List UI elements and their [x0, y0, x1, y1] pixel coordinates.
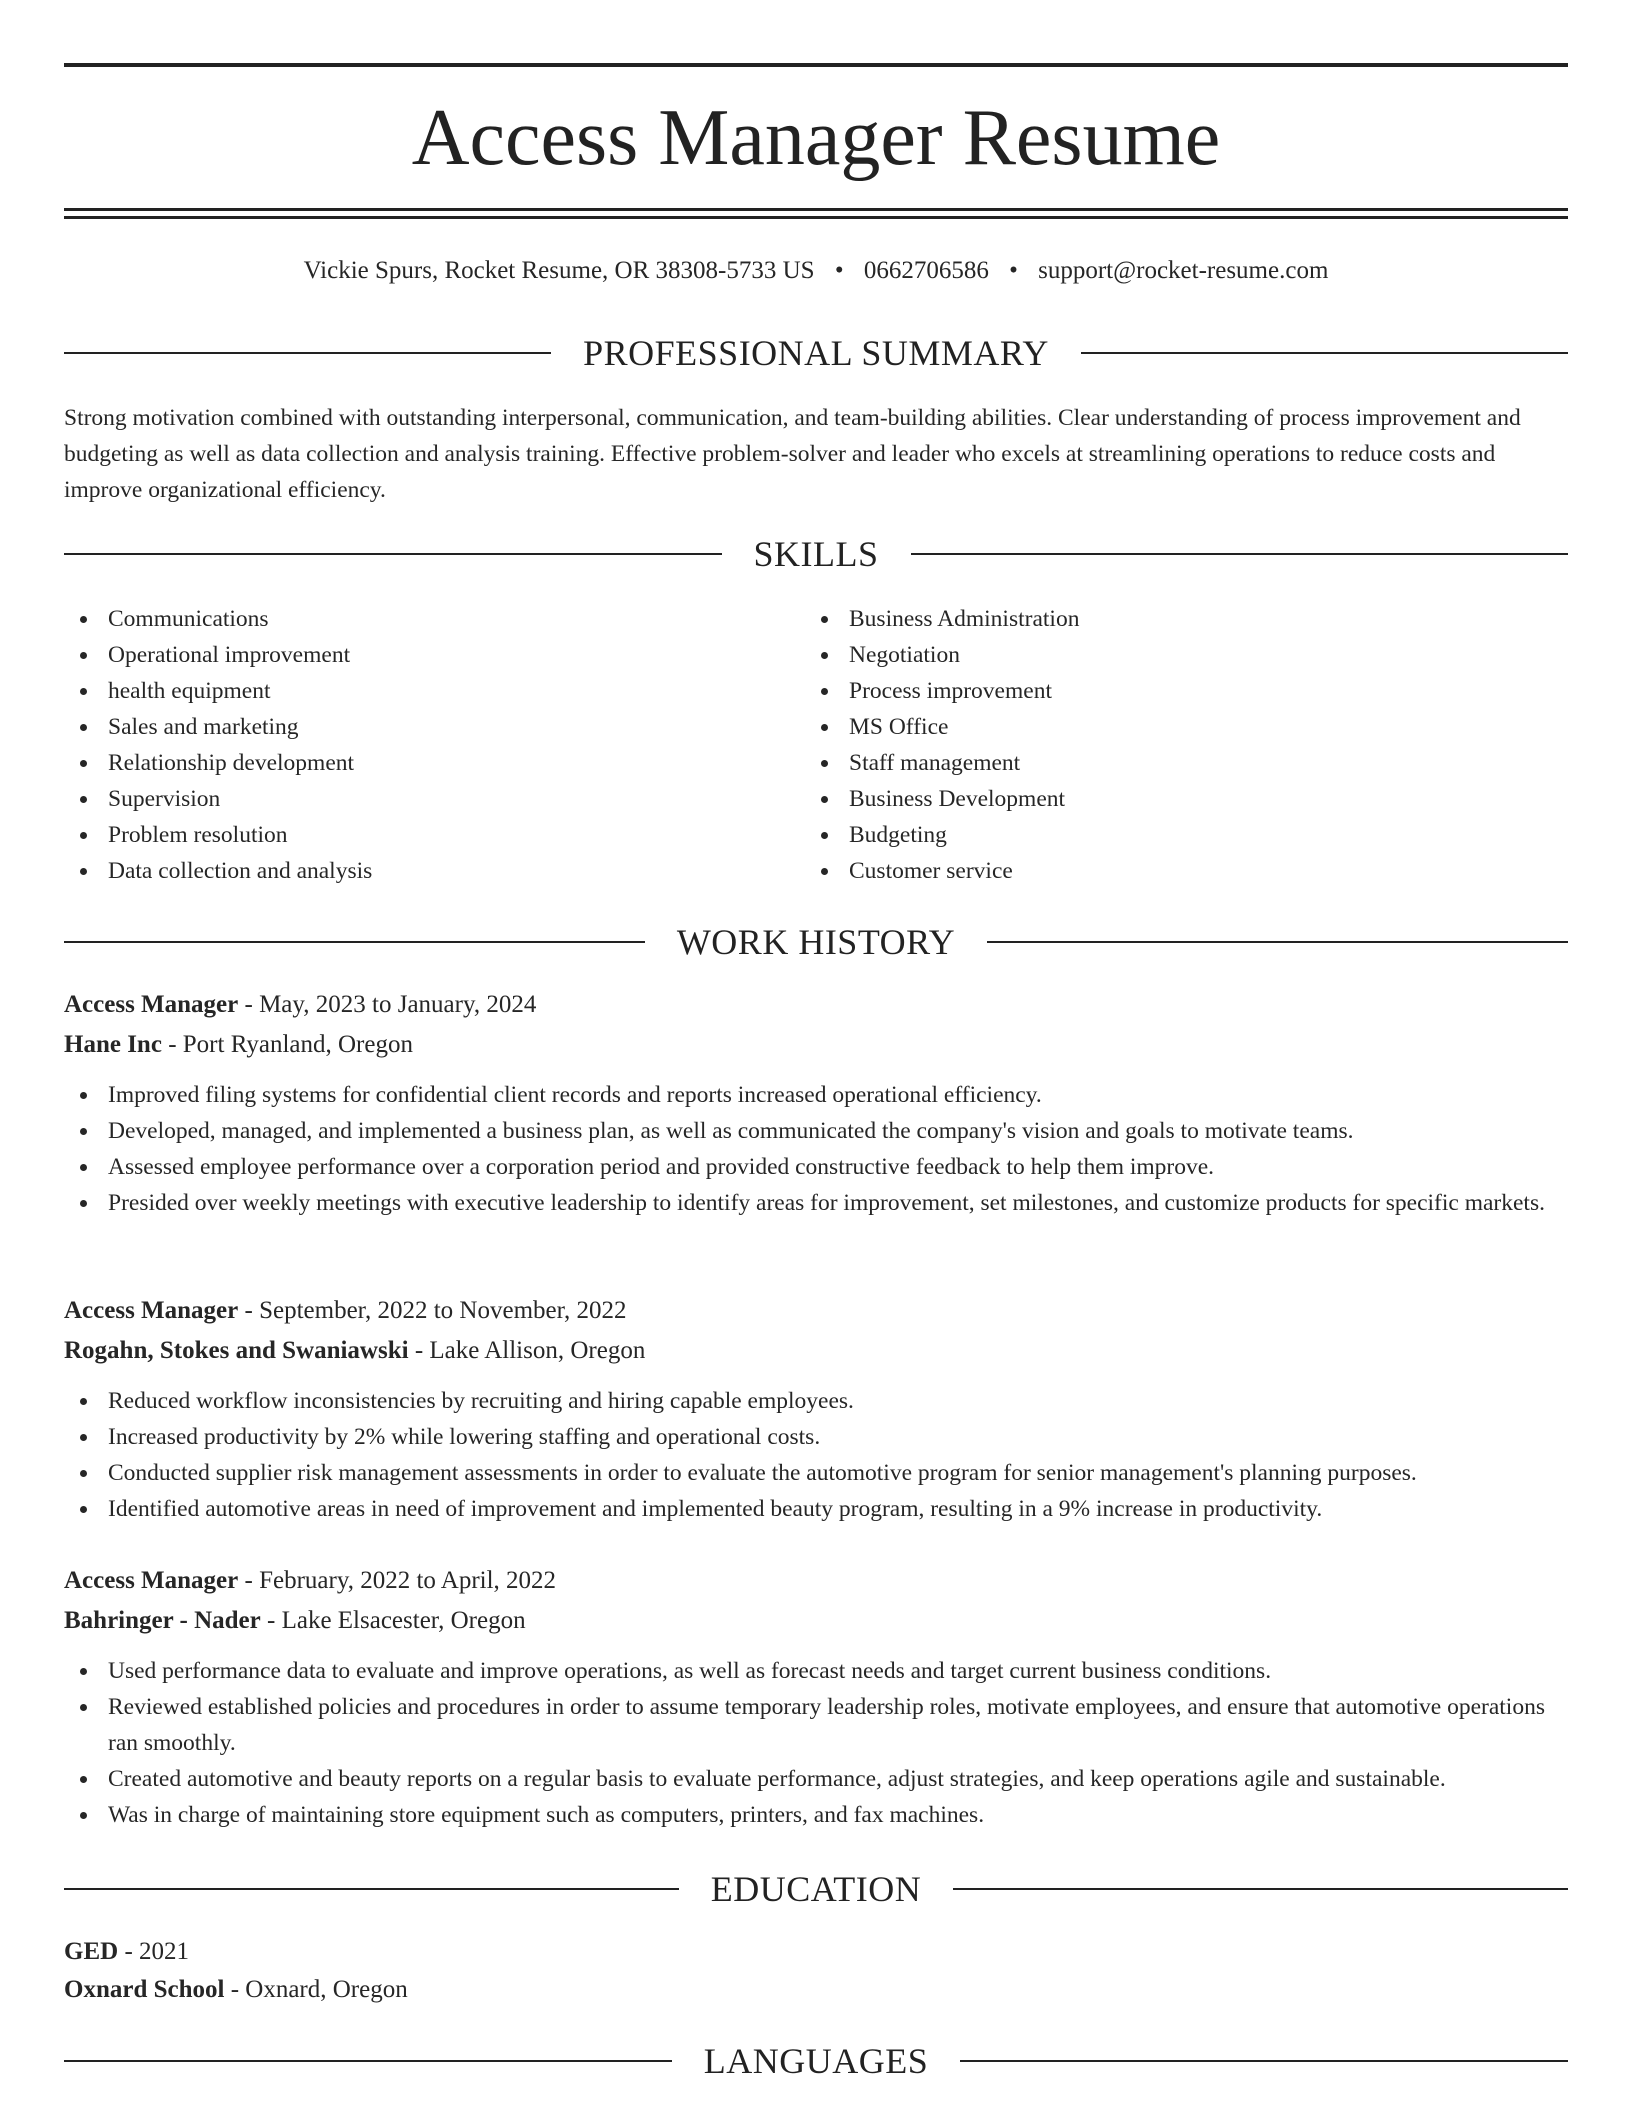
- summary-text: Strong motivation combined with outstanding interpersonal, communication, and team-building abilities. Clear understanding of process improvement and budgeting as well as data collection and analysis training. Effective problem-solver and leader who excels at streamlining operations to reduce costs and improve organizational efficiency.: [64, 405, 1521, 503]
- skill-item: Sales and marketing: [64, 709, 804, 745]
- job-bullets: [64, 1383, 1568, 1527]
- skill-item: health equipment: [64, 673, 804, 709]
- education-school-line: [64, 1971, 1568, 2009]
- section-header-work: [64, 920, 1568, 964]
- skill-item: Business Development: [805, 781, 1545, 817]
- contact-separator: •: [1009, 257, 1018, 284]
- job-company: Hane Inc: [64, 1031, 162, 1058]
- section-rule: [64, 1888, 679, 1890]
- job-title: Access Manager: [64, 991, 239, 1018]
- section-rule: [960, 2060, 1568, 2062]
- skill-item: Relationship development: [64, 745, 804, 781]
- job-dates: - May, 2023 to January, 2024: [238, 991, 537, 1018]
- job-company: Bahringer - Nader: [64, 1607, 261, 1634]
- job-company: Rogahn, Stokes and Swaniawski: [64, 1337, 409, 1364]
- job-title-line: [64, 985, 1568, 1025]
- skill-item: Problem resolution: [64, 817, 804, 853]
- skill-item: Budgeting: [805, 817, 1545, 853]
- skill-item: Supervision: [64, 781, 804, 817]
- section-title: PROFESSIONAL SUMMARY: [583, 333, 1049, 373]
- skill-item: Communications: [64, 601, 804, 637]
- skill-item: Negotiation: [805, 637, 1545, 673]
- section-header-education: [64, 1867, 1568, 1911]
- education-degree: GED: [64, 1938, 119, 1965]
- job-bullet: Used performance data to evaluate and improve operations, as well as forecast needs and target current business conditions.: [64, 1653, 1568, 1689]
- skills-list-right: [805, 601, 1545, 889]
- education-school: Oxnard School: [64, 1976, 225, 2003]
- job-bullet: Developed, managed, and implemented a business plan, as well as communicated the company's vision and goals to motivate teams.: [64, 1113, 1568, 1149]
- job-title-line: [64, 1561, 1568, 1601]
- section-rule: [64, 352, 551, 354]
- job-entry: [64, 1291, 1568, 1527]
- contact-separator: •: [834, 257, 844, 284]
- contact-address: Vickie Spurs, Rocket Resume, OR 38308-5733 US: [303, 257, 815, 284]
- skill-item: Staff management: [805, 745, 1545, 781]
- section-header-summary: [64, 331, 1568, 375]
- skill-item: Process improvement: [805, 673, 1545, 709]
- section-header-skills: [64, 532, 1568, 576]
- education-year: - 2021: [118, 1938, 190, 1965]
- section-rule: [911, 553, 1569, 555]
- contact-email: support@rocket-resume.com: [1038, 257, 1329, 284]
- job-company-line: [64, 1601, 1568, 1641]
- job-dates: - February, 2022 to April, 2022: [238, 1567, 557, 1594]
- skill-item: Data collection and analysis: [64, 853, 804, 889]
- job-bullet: Conducted supplier risk management assessments in order to evaluate the automotive program for senior management's planning purposes.: [64, 1455, 1568, 1491]
- skills-list-left: [64, 601, 804, 889]
- job-bullet: Reviewed established policies and procedures in order to assume temporary leadership roles, motivate employees, and ensure that automotive operations ran smoothly.: [64, 1689, 1568, 1761]
- education-degree-line: [64, 1933, 1568, 1971]
- job-bullet: Created automotive and beauty reports on a regular basis to evaluate performance, adjust strategies, and keep operations agile and sustainable.: [64, 1761, 1568, 1797]
- contact-phone: 0662706586: [863, 257, 989, 284]
- section-rule: [1081, 352, 1568, 354]
- job-location: - Lake Elsacester, Oregon: [260, 1607, 526, 1634]
- job-bullet: Presided over weekly meetings with executive leadership to identify areas for improvement, set milestones, and customize products for specific markets.: [64, 1185, 1568, 1221]
- section-title: SKILLS: [753, 534, 879, 574]
- section-rule: [953, 1888, 1568, 1890]
- job-bullet: Identified automotive areas in need of improvement and implemented beauty program, resulting in a 9% increase in productivity.: [64, 1491, 1568, 1527]
- job-entry: [64, 985, 1568, 1221]
- title-rule-upper: [64, 208, 1568, 211]
- skill-item: Business Administration: [805, 601, 1545, 637]
- job-company-line: [64, 1331, 1568, 1371]
- skill-item: Customer service: [805, 853, 1545, 889]
- section-rule: [64, 941, 645, 943]
- contact-line: [64, 255, 1568, 287]
- job-title: Access Manager: [64, 1297, 239, 1324]
- job-bullet: Improved filing systems for confidential client records and reports increased operational efficiency.: [64, 1077, 1568, 1113]
- section-title: EDUCATION: [710, 1869, 922, 1909]
- job-bullets: [64, 1653, 1568, 1833]
- section-rule: [64, 553, 722, 555]
- job-dates: - September, 2022 to November, 2022: [238, 1297, 627, 1324]
- top-rule: [64, 63, 1568, 67]
- education-location: - Oxnard, Oregon: [224, 1976, 408, 2003]
- section-rule: [64, 2060, 672, 2062]
- title-rule-lower: [64, 216, 1568, 219]
- job-bullets: [64, 1077, 1568, 1221]
- job-location: - Lake Allison, Oregon: [408, 1337, 646, 1364]
- job-entry: [64, 1561, 1568, 1833]
- section-header-languages: [64, 2039, 1568, 2083]
- education-entry: [64, 1933, 1568, 2009]
- skill-item: Operational improvement: [64, 637, 804, 673]
- job-bullet: Reduced workflow inconsistencies by recruiting and hiring capable employees.: [64, 1383, 1568, 1419]
- job-title-line: [64, 1291, 1568, 1331]
- resume-title: Access Manager Resume: [411, 94, 1221, 182]
- job-bullet: Assessed employee performance over a corporation period and provided constructive feedback to help them improve.: [64, 1149, 1568, 1185]
- section-title: LANGUAGES: [703, 2041, 929, 2081]
- job-bullet: Increased productivity by 2% while lowering staffing and operational costs.: [64, 1419, 1568, 1455]
- job-location: - Port Ryanland, Oregon: [161, 1031, 413, 1058]
- section-rule: [987, 941, 1568, 943]
- job-bullet: Was in charge of maintaining store equipment such as computers, printers, and fax machines.: [64, 1797, 1568, 1833]
- skill-item: MS Office: [805, 709, 1545, 745]
- job-company-line: [64, 1025, 1568, 1065]
- job-title: Access Manager: [64, 1567, 239, 1594]
- section-title: WORK HISTORY: [676, 922, 956, 962]
